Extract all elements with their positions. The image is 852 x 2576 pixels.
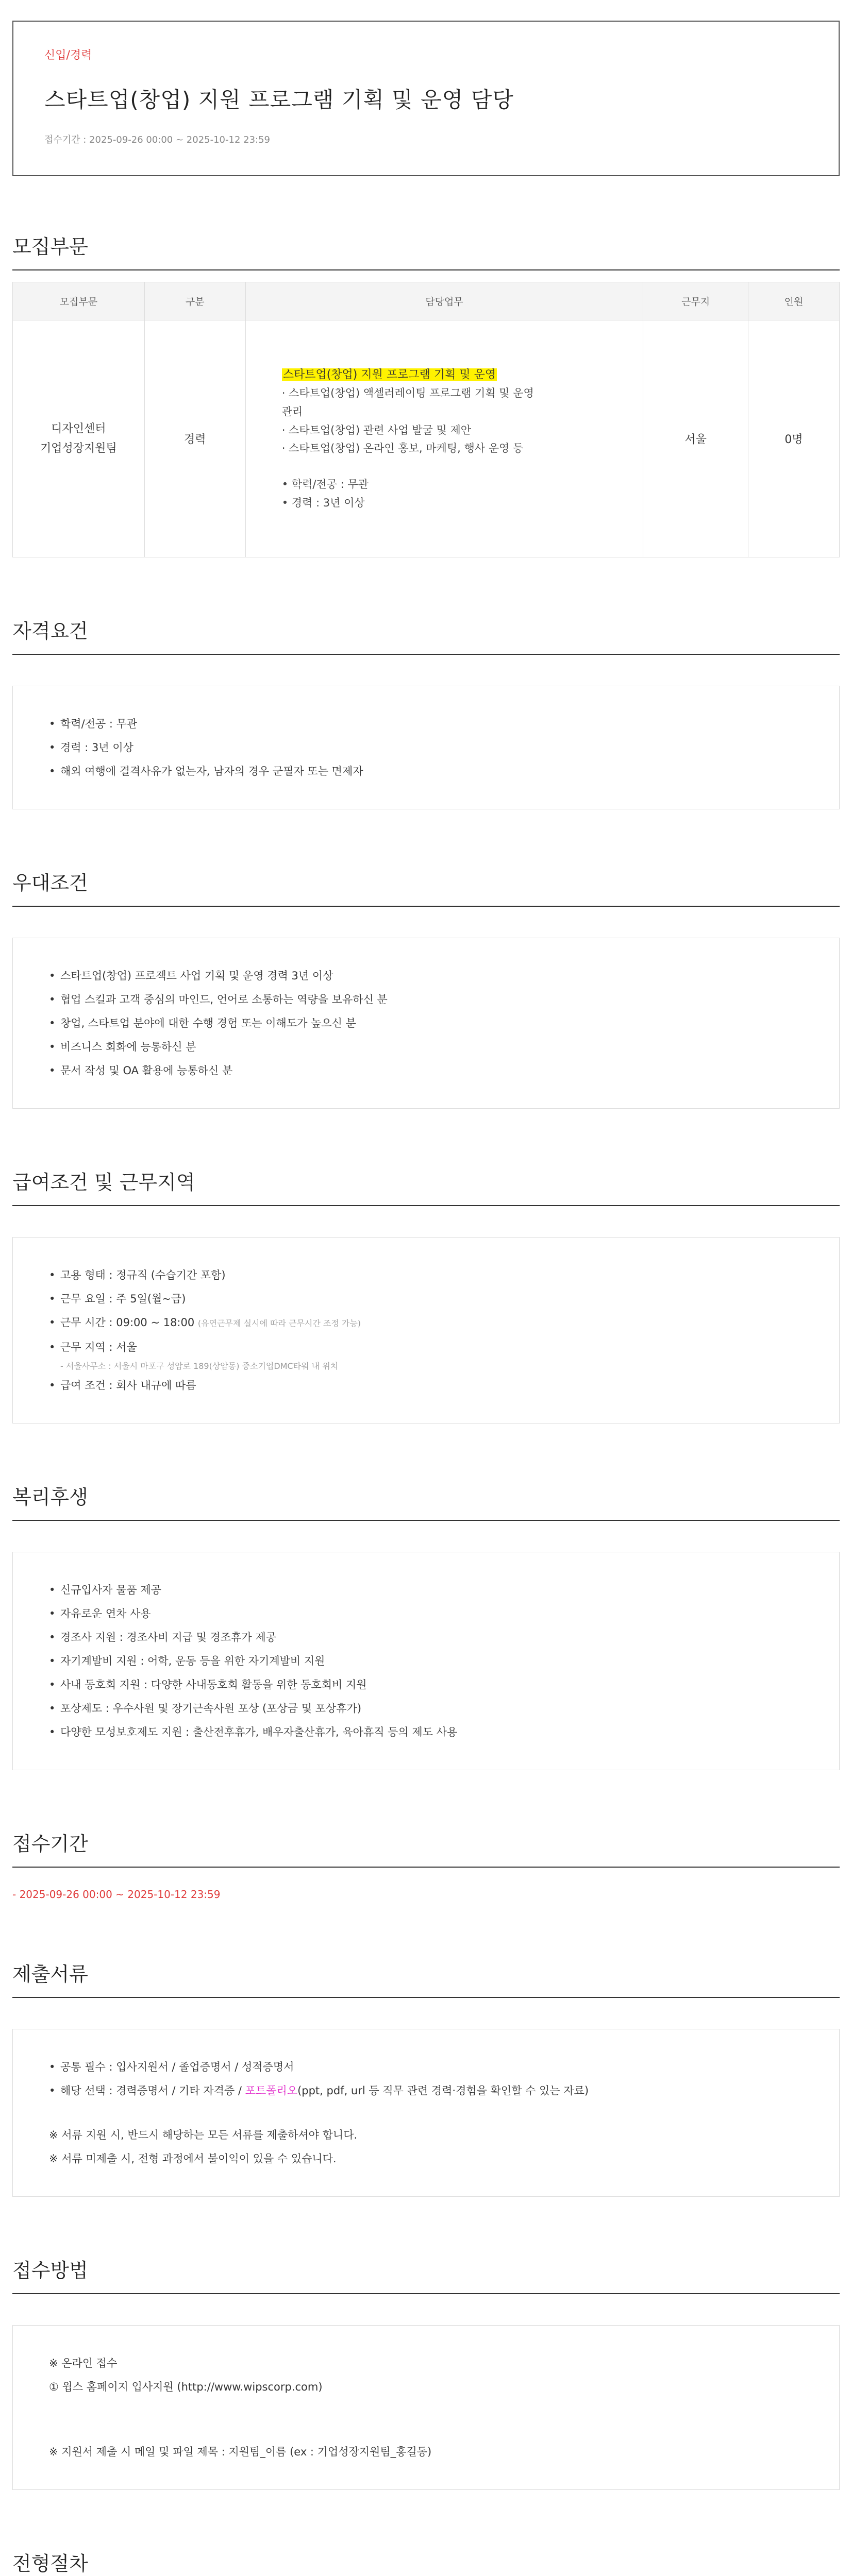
duty-line: · 스타트업(창업) 액셀러레이팅 프로그램 기획 및 운영 — [281, 387, 534, 400]
list-item: • 해외 여행에 결격사유가 없는자, 남자의 경우 군필자 또는 면제자 — [49, 759, 803, 783]
salary-box — [12, 1237, 840, 1423]
requirement-line: • 경력 : 3년 이상 — [281, 496, 365, 509]
optional-suffix: (ppt, pdf, url 등 직무 관련 경력·경험을 확인할 수 있는 자료) — [297, 2084, 589, 2097]
documents-note: ※ 서류 미제출 시, 전형 과정에서 불이익이 있을 수 있습니다. — [49, 2153, 337, 2165]
count-cell: 0명 — [748, 320, 840, 557]
documents-section — [12, 1958, 840, 2197]
recruit-title: 모집부문 — [12, 231, 840, 270]
salary-title: 급여조건 및 근무지역 — [12, 1166, 840, 1206]
optional-docs — [49, 2079, 803, 2103]
list-item: • 경조사 지원 : 경조사비 지급 및 경조휴가 제공 — [49, 1625, 803, 1649]
method-title: 접수방법 — [12, 2255, 840, 2294]
recruit-section — [12, 231, 840, 557]
preference-section — [12, 867, 840, 1109]
list-item: • 근무 요일 : 주 5일(월~금) — [49, 1287, 803, 1311]
header-period: 접수기간 : 2025-09-26 00:00 ~ 2025-10-12 23:59 — [44, 134, 270, 145]
qualification-title: 자격요건 — [12, 615, 840, 655]
list-item: • 급여 조건 : 회사 내규에 따름 — [49, 1374, 803, 1397]
type-cell: 경력 — [144, 320, 245, 557]
page — [0, 21, 852, 2576]
dept-line-2: 기업성장지원팀 — [40, 442, 117, 455]
qualification-box — [12, 686, 840, 809]
duty-title: 스타트업(창업) 지원 프로그램 기획 및 운영 — [282, 368, 496, 381]
process-section — [12, 2548, 840, 2576]
list-item: • 비즈니스 회화에 능통하신 분 — [49, 1035, 803, 1059]
common-docs: • 공통 필수 : 입사지원서 / 졸업증명서 / 성적증명서 — [49, 2055, 803, 2079]
category-label: 신입/경력 — [44, 49, 92, 62]
list-item: • 다양한 모성보호제도 지원 : 출산전후휴가, 배우자출산휴가, 육아휴직 등의 제도 사용 — [49, 1720, 803, 1744]
list-item: • 문서 작성 및 OA 활용에 능통하신 분 — [49, 1059, 803, 1082]
address-note: - 서울사무소 : 서울시 마포구 성암로 189(상암동) 중소기업DMC타워 내 위치 — [60, 1361, 339, 1371]
duty-line: · 스타트업(창업) 관련 사업 발굴 및 제안 — [281, 423, 472, 436]
preference-box — [12, 938, 840, 1109]
duty-line: · 스타트업(창업) 온라인 홍보, 마케팅, 행사 운영 등 — [281, 442, 524, 455]
dept-cell — [13, 320, 145, 557]
qualification-section — [12, 615, 840, 809]
documents-box — [12, 2029, 840, 2197]
process-title: 전형절차 — [12, 2548, 840, 2576]
duty-line: 관리 — [281, 405, 303, 418]
documents-title: 제출서류 — [12, 1958, 840, 1998]
period-section — [12, 1828, 840, 1901]
preference-title: 우대조건 — [12, 867, 840, 907]
welfare-box — [12, 1552, 840, 1770]
list-item: • 스타트업(창업) 프로젝트 사업 기획 및 운영 경력 3년 이상 — [49, 964, 803, 988]
page-title: 스타트업(창업) 지원 프로그램 기획 및 운영 담당 — [44, 87, 514, 112]
list-item: • 창업, 스타트업 분야에 대한 수행 경험 또는 이해도가 높으신 분 — [49, 1011, 803, 1035]
list-item — [49, 1311, 803, 1335]
col-header-dept: 모집부문 — [13, 282, 145, 320]
list-item: • 사내 동호회 지원 : 다양한 사내동호회 활동을 위한 동호회비 지원 — [49, 1673, 803, 1697]
hours-note: (유연근무제 실시에 따라 근무시간 조정 가능) — [197, 1318, 361, 1328]
col-header-duty: 담당업무 — [245, 282, 643, 320]
homepage-link[interactable]: ① 윕스 홈페이지 입사지원 (http://www.wipscorp.com) — [49, 2381, 323, 2393]
hours-text: 근무 시간 : 09:00 ~ 18:00 — [60, 1316, 195, 1329]
salary-section — [12, 1166, 840, 1423]
period-title: 접수기간 — [12, 1828, 840, 1868]
method-section — [12, 2255, 840, 2490]
list-item: • 협업 스킬과 고객 중심의 마인드, 언어로 소통하는 역량을 보유하신 분 — [49, 988, 803, 1011]
documents-note: ※ 서류 지원 시, 반드시 해당하는 모든 서류를 제출하셔야 합니다. — [49, 2129, 358, 2141]
list-item: • 신규입사자 물품 제공 — [49, 1578, 803, 1602]
list-item: • 포상제도 : 우수사원 및 장기근속사원 포상 (포상금 및 포상휴가) — [49, 1697, 803, 1720]
method-box — [12, 2325, 840, 2490]
posting-header — [12, 21, 840, 176]
dept-line-1: 디자인센터 — [51, 422, 106, 436]
list-item: • 경력 : 3년 이상 — [49, 736, 803, 759]
col-header-count: 인원 — [748, 282, 840, 320]
list-item: • 고용 형태 : 정규직 (수습기간 포함) — [49, 1263, 803, 1287]
period-text: - 2025-09-26 00:00 ~ 2025-10-12 23:59 — [12, 1888, 221, 1901]
portfolio-highlight: 포트폴리오 — [245, 2084, 298, 2097]
optional-prefix: 해당 선택 : 경력증명서 / 기타 자격증 / — [60, 2084, 245, 2097]
table-row — [13, 320, 840, 557]
duty-cell — [245, 320, 643, 557]
list-item: • 근무 지역 : 서울 — [49, 1335, 803, 1359]
list-item: • 학력/전공 : 무관 — [49, 712, 803, 736]
requirement-line: • 학력/전공 : 무관 — [281, 478, 369, 490]
welfare-title: 복리후생 — [12, 1481, 840, 1521]
recruit-table — [12, 282, 840, 557]
col-header-location: 근무지 — [643, 282, 748, 320]
method-line: ※ 온라인 접수 — [49, 2357, 118, 2369]
table-header-row — [13, 282, 840, 320]
list-item: • 자기계발비 지원 : 어학, 운동 등을 위한 자기계발비 지원 — [49, 1649, 803, 1673]
list-item: • 자유로운 연차 사용 — [49, 1602, 803, 1625]
col-header-type: 구분 — [144, 282, 245, 320]
method-line: ※ 지원서 제출 시 메일 및 파일 제목 : 지원팀_이름 (ex : 기업성장지원팀_홍길동) — [49, 2446, 432, 2458]
location-cell: 서울 — [643, 320, 748, 557]
welfare-section — [12, 1481, 840, 1770]
